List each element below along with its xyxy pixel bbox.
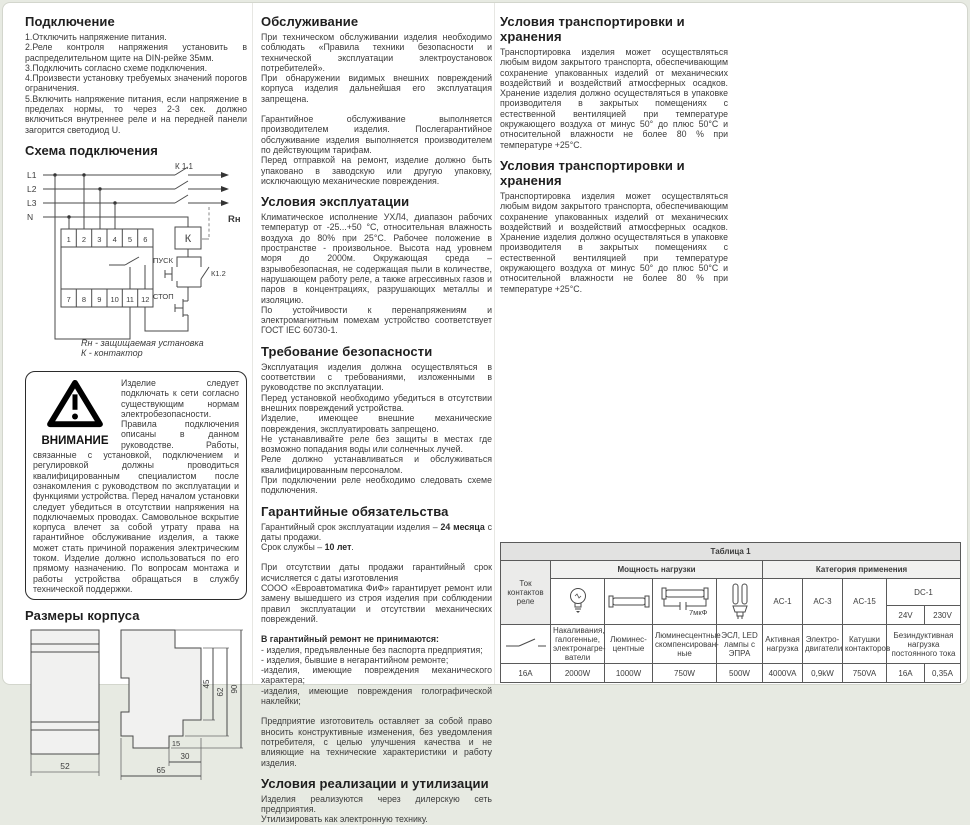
application-category-header: Категория применения: [763, 561, 961, 579]
compensated-tube-icon: [656, 586, 714, 616]
service-life-post: .: [351, 542, 354, 553]
service-life-years: 10 лет: [324, 542, 352, 553]
dim-15: 15: [171, 739, 181, 749]
sales-paragraph: Утилизировать как электронную технику.: [261, 814, 428, 825]
dim-45: 45: [202, 679, 211, 689]
warranty-paragraph: СООО «Евроавтоматика ФиФ» гарантирует ремонт или замену вышедшего из строя изделия при соблюдении правил эксплуатации и отсутствии механических повреждений.: [261, 583, 492, 624]
terminal-number: 11: [126, 294, 134, 304]
warning-triangle-icon: [46, 379, 104, 429]
section-title-safety: Требование безопасности: [261, 343, 433, 359]
load-desc: ЭСЛ, LED лампы с ЭПРА: [717, 625, 763, 664]
warranty-term-post: с даты продажи.: [261, 521, 493, 542]
safety-paragraph: Эксплуатация изделия должна осуществляться в соответствии с требованиями, изложенными в руководстве по эксплуатации.: [261, 361, 492, 393]
transport-text: Транспортировка изделия может осуществляться любым видом закрытого транспорта, обеспечивающим сохранение упакованных изделий от механических воздействий и воздействий атмосферных осадков. Хранение изделия должно осуществляться в упаковке производителя в закрытых помещениях с естественной вентиляцией при температуре окружающего воздуха от минус 50° до плюс 50°С и относительной влажности не более 80 % при температуре +25°С.: [500, 47, 728, 150]
value-cell: 500W: [717, 664, 763, 683]
fluorescent-tube-icon: [608, 593, 650, 609]
category-ac1: AC-1: [763, 579, 803, 625]
terminal-number: 6: [143, 234, 148, 244]
value-cell: 16A: [501, 664, 551, 683]
terminal-number: 2: [81, 234, 87, 244]
relay-contact-icon: [504, 636, 548, 650]
section-title-warranty: Гарантийные обязательства: [261, 503, 449, 519]
value-cell: 4000VA: [763, 664, 803, 683]
warranty-term-pre: Гарантийный срок эксплуатации изделия –: [261, 521, 441, 532]
terminal-number: 9: [97, 294, 102, 304]
service-life-pre: Срок службы –: [261, 542, 325, 553]
warranty-paragraph: [261, 522, 492, 543]
relay-contact-cell: [501, 625, 551, 664]
service-paragraph: При обнаружении видимых внешних повреждений корпуса изделия дальнейшая его эксплуатация запрещена.: [261, 73, 492, 104]
category-ac3: AC-3: [803, 579, 843, 625]
service-paragraph: При техническом обслуживании изделия необходимо соблюдать «Правила техники безопасности и технической эксплуатации электроустановок потребителей».: [261, 32, 492, 73]
warranty-exclusion-item: -изделия, имеющие повреждения голографической наклейки;: [261, 685, 492, 707]
category-dc1: DC-1: [887, 579, 961, 606]
value-cell: 2000W: [551, 664, 605, 683]
terminal-number: 12: [141, 294, 150, 304]
load-power-header: Мощность нагрузки: [551, 561, 763, 579]
category-desc: Активная нагрузка: [763, 625, 803, 664]
transport-section: [500, 150, 728, 294]
dc-24v: 24V: [887, 606, 925, 625]
manual-page: [2, 2, 968, 825]
connection-step: 4.Произвести установку требуемых значений порогов ограничения.: [25, 73, 247, 94]
warranty-paragraph: [261, 542, 492, 552]
service-paragraph: Гарантийное обслуживание выполняется производителем изделия. Послегарантийное обслуживание изделия выполняется производителем по действующим тарифам.: [261, 114, 492, 155]
section-title-service: Обслуживание: [261, 14, 359, 29]
load-desc: Накаливания, галогенные, электронагре-ватели: [551, 625, 605, 664]
section-title-transport: Условия транспортировки и хранения: [500, 14, 685, 44]
load-ratings-table: [500, 542, 961, 683]
capacitor-label: 7мкФ: [688, 607, 707, 617]
terminal-number: 10: [110, 294, 119, 304]
load-rn-label: Rн: [228, 213, 241, 225]
terminal-number: 1: [66, 234, 71, 244]
wiring-diagram: [25, 161, 247, 357]
dim-65: 65: [156, 766, 166, 776]
table-caption: Таблица 1: [501, 543, 961, 561]
operating-paragraph: Климатическое исполнение УХЛ4, диапазон рабочих температур от -25...+50 °С, относительная влажность воздуха до 80% при 25°С. Рабочее положение в пространстве - произвольное. Высота над уровнем моря до 2000м. Окружающая среда – взрывобезопасная, не содержащая пыли в количестве, нарушающем работу реле, а также агрессивных газов и паров в концентрациях, разрушающих металлы и изоляцию.: [261, 212, 492, 305]
front-view-drawing: [31, 630, 99, 776]
load-desc: Люминес-центные: [605, 625, 653, 664]
operating-paragraph: По устойчивости к перенапряжениям и электромагнитным помехам устройство соответствует ГОСТ IEC 60730-1.: [261, 304, 492, 336]
connection-step: 5.Включить напряжение питания, если напряжение в пределах нормы, то через 2-3 сек. должно включиться внутреннее реле и на передней панели загорится светодиод U.: [25, 93, 247, 135]
column-middle: [261, 11, 493, 825]
safety-paragraph: Перед установкой необходимо убедиться в отсутствии внешних повреждений устройства.: [261, 392, 492, 413]
safety-paragraph: При подключении реле необходимо следовать схеме подключения.: [261, 474, 492, 496]
dim-90: 90: [230, 684, 239, 694]
bulb-icon: [567, 586, 589, 616]
value-cell: 750VA: [843, 664, 887, 683]
transport-text: Транспортировка изделия может осуществляться любым видом закрытого транспорта, обеспечивающим сохранение упакованных изделий от механических воздействий и воздействий атмосферных осадков. Хранение изделия должно осуществляться в упаковке производителя в закрытых помещениях с естественной вентиляцией при температуре окружающего воздуха от минус 50° до плюс 50°С и относительной влажности не более 80 % при температуре +25°С.: [500, 190, 728, 294]
category-desc: Электро-двигатели: [803, 625, 843, 664]
warranty-exclusion-item: -изделия, имеющие повреждения механического характера;: [261, 665, 492, 686]
incandescent-lamp-cell: [551, 579, 605, 625]
schematic-caption-rn: Rн - защищаемая установка: [81, 337, 204, 348]
contactor-k-label: К: [184, 232, 192, 245]
warranty-exclusion-item: - изделия, предъявленные без паспорта предприятия;: [261, 644, 483, 655]
connection-step: 2.Реле контроля напряжения установить в распределительном щите на DIN-рейке 35мм.: [25, 42, 247, 63]
schematic-caption-k: К - контактор: [81, 347, 143, 358]
phase-label: L1: [27, 169, 37, 180]
category-ac15: AC-15: [843, 579, 887, 625]
terminal-number: 4: [112, 234, 117, 244]
sales-paragraph: Изделия реализуются через дилерскую сеть предприятия.: [261, 793, 492, 815]
warranty-term-months: 24 месяца: [440, 521, 485, 532]
housing-dimensions-drawing: [25, 626, 247, 786]
cfl-lamp-icon: [730, 582, 750, 620]
value-cell: 1000W: [605, 664, 653, 683]
warranty-exclusions-heading: В гарантийный ремонт не принимаются:: [261, 634, 439, 645]
safety-paragraph: Не устанавливайте реле без защиты в местах где возможно попадания воды или солнечных лучей.: [261, 433, 492, 455]
dim-52: 52: [60, 761, 70, 772]
section-title-connection: Подключение: [25, 14, 115, 29]
column-left: [25, 11, 247, 776]
dim-62: 62: [216, 687, 225, 697]
phase-label: L3: [27, 197, 37, 208]
service-paragraph: Перед отправкой на ремонт, изделие должно быть упаковано в заводскую или другую упаковку, исключающую механические повреждения.: [261, 155, 492, 186]
side-view-drawing: [121, 630, 243, 780]
column-right: [500, 11, 961, 683]
cfl-lamp-cell: [717, 579, 763, 625]
value-cell: 0,35A: [925, 664, 961, 683]
connection-step: 1.Отключить напряжение питания.: [25, 32, 167, 42]
section-title-dimensions: Размеры корпуса: [25, 608, 140, 624]
manufacturer-note: Предприятие изготовитель оставляет за собой право вносить конструктивные изменения, без уведомления потребителя, с целью улучшения качества и не влияющие на технические характеристики и работу изделия.: [261, 716, 492, 768]
terminal-number: 7: [66, 294, 71, 304]
safety-paragraph: Реле должно устанавливаться и обслуживаться квалифицированным персоналом.: [261, 454, 492, 475]
dc-230v: 230V: [925, 606, 961, 625]
value-cell: 0,9kW: [803, 664, 843, 683]
warning-box: [25, 371, 247, 600]
column-divider: [494, 3, 495, 684]
warranty-paragraph: При отсутствии даты продажи гарантийный срок исчисляется с даты изготовления: [261, 562, 492, 583]
warning-text: Изделие следует подключать к сети согласно существующим нормам электробезопасности. Правила подключения описаны в данном руководстве. Работы, связанные с установкой, подключением и регулировкой должны проводиться квалифицированным специалистом после ознакомления с руководством по эксплуатации и функциями устройства. Перед началом установки следует убедиться в отсутствии напряжения на подключаемых проводах. Самовольное вскрытие корпуса влечет за собой утрату права на гарантийное обслуживание изделия, а также может стать причиной поражения электрическим током. Изделие должно использоваться по его прямому назначению. По вопросам монтажа и работы устройства обращаться в службу технической поддержки.: [33, 377, 239, 594]
warning-label: ВНИМАНИЕ: [41, 434, 109, 447]
compensated-fluorescent-cell: [653, 579, 717, 625]
contact-k12-label: К1.2: [211, 268, 226, 278]
transport-section: [500, 11, 728, 150]
stop-button-label: СТОП: [153, 291, 174, 301]
value-cell: 750W: [653, 664, 717, 683]
category-desc: Безиндуктивная нагрузка постоянного тока: [887, 625, 961, 664]
phase-label: N: [27, 211, 34, 222]
terminal-number: 5: [127, 234, 133, 244]
category-desc: Катушки контакторов: [843, 625, 887, 664]
load-desc: Люминесцентные скомпенсирован-ные: [653, 625, 717, 664]
value-cell: 16A: [887, 664, 925, 683]
connection-step: 3.Подключить согласно схеме подключения.: [25, 62, 208, 73]
terminal-number: 8: [81, 294, 87, 304]
relay-current-header: Ток контактов реле: [501, 561, 551, 625]
contact-k11-label: К 1.1: [175, 161, 194, 171]
warranty-exclusions-title: [261, 634, 492, 644]
section-title-schematic: Схема подключения: [25, 142, 158, 158]
section-title-sales: Условия реализации и утилизации: [261, 775, 489, 791]
warranty-exclusion-item: - изделия, бывшие в негарантийном ремонте;: [261, 654, 449, 665]
warning-icon-block: [33, 379, 117, 447]
section-title-transport: Условия транспортировки и хранения: [500, 157, 685, 188]
column-divider: [252, 3, 253, 684]
dim-30: 30: [180, 752, 190, 762]
fluorescent-lamp-cell: [605, 579, 653, 625]
safety-paragraph: Изделие, имеющее внешние механические повреждения, эксплуатировать запрещено.: [261, 413, 492, 434]
terminal-number: 3: [97, 234, 102, 244]
phase-label: L2: [27, 183, 37, 194]
start-button-label: ПУСК: [153, 255, 173, 265]
section-title-operating: Условия эксплуатации: [261, 194, 410, 210]
